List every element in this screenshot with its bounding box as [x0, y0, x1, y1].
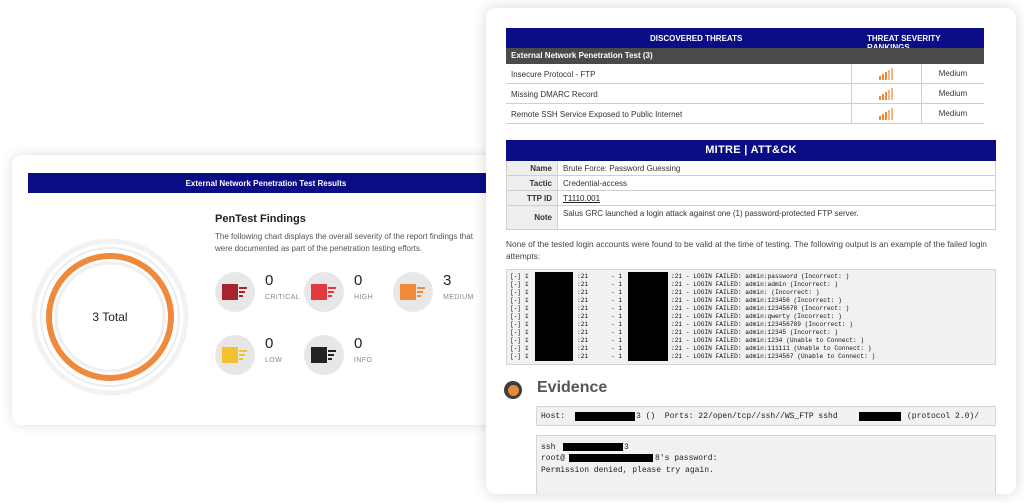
discovered-threats-heading: DISCOVERED THREATS [650, 34, 743, 43]
medium-label: MEDIUM [443, 294, 474, 301]
ssh-command: ssh [541, 443, 556, 452]
log-line-message: :21 - LOGIN FAILED: admin:12345678 (Incorrect: ) [671, 305, 850, 312]
log-line-dash: - 1 [611, 329, 623, 336]
low-label: LOW [265, 357, 283, 364]
total-donut-chart [30, 237, 190, 397]
mitre-key: TTP ID [507, 191, 558, 205]
mitre-key: Name [507, 161, 558, 175]
log-line-message: :21 - LOGIN FAILED: admin:qwerty (Incorrect: ) [671, 313, 842, 320]
log-line-dash: - 1 [611, 321, 623, 328]
permission-denied: Permission denied, please try again. [541, 466, 714, 475]
log-line-port: :21 [577, 345, 589, 352]
severity-bars-icon [851, 104, 921, 124]
log-line-message: :21 - LOGIN FAILED: admin:111111 (Unable to Connect: ) [671, 345, 872, 352]
medium-count: 3 [443, 272, 452, 289]
low-icon [215, 335, 255, 375]
log-line-prefix: [-] 1 [510, 273, 529, 280]
results-card [12, 155, 500, 425]
log-line-port: :21 [577, 313, 589, 320]
redaction-block [859, 412, 901, 421]
critical-icon [215, 272, 255, 312]
threat-name: Missing DMARC Record [511, 90, 598, 99]
high-icon [304, 272, 344, 312]
results-banner: External Network Penetration Test Results [28, 173, 500, 193]
ttp-id-link[interactable]: T1110.001 [563, 194, 601, 203]
critical-label: CRITICAL [265, 294, 301, 301]
threat-severity: Medium [921, 64, 984, 84]
severity-bars-icon [851, 64, 921, 84]
log-line-message: :21 - LOGIN FAILED: admin:password (Incorrect: ) [671, 273, 850, 280]
redaction-block [563, 443, 623, 451]
threat-severity: Medium [921, 104, 984, 124]
log-line-port: :21 [577, 281, 589, 288]
mitre-row [506, 161, 996, 176]
log-line-dash: - 1 [611, 345, 623, 352]
log-line-prefix: [-] 1 [510, 281, 529, 288]
severity-bars-icon [851, 84, 921, 104]
log-line-port: :21 [577, 353, 589, 360]
log-line-prefix: [-] 1 [510, 337, 529, 344]
log-line-port: :21 [577, 273, 589, 280]
mitre-value: Brute Force: Password Guessing [563, 164, 681, 173]
threat-row [506, 104, 984, 124]
log-line-message: :21 - LOGIN FAILED: admin:1234 (Unable to Connect: ) [671, 337, 865, 344]
threat-group-row: External Network Penetration Test (3) [506, 48, 984, 64]
evidence-title: Evidence [537, 379, 608, 396]
log-line-port: :21 [577, 289, 589, 296]
mitre-value: Salus GRC launched a login attack against one (1) password-protected FTP server. [563, 209, 859, 218]
findings-paragraph: None of the tested login accounts were found to be valid at the time of testing. The following output is an example of the failed login attempts: [506, 239, 987, 261]
log-line-port: :21 [577, 321, 589, 328]
host-protocol: (protocol 2.0)/ [907, 412, 980, 421]
log-line-message: :21 - LOGIN FAILED: admin:123456 (Incorrect: ) [671, 297, 842, 304]
log-line-dash: - 1 [611, 353, 623, 360]
severity-info [304, 335, 424, 380]
log-line-port: :21 [577, 305, 589, 312]
mitre-value: Credential-access [563, 179, 628, 188]
info-label: INFO [354, 357, 373, 364]
log-line-dash: - 1 [611, 305, 623, 312]
root-prompt: root@ [541, 454, 566, 463]
redaction-block [569, 454, 653, 462]
log-line-dash: - 1 [611, 297, 623, 304]
high-count: 0 [354, 272, 363, 289]
threat-row [506, 64, 984, 84]
findings-description: The following chart displays the overall severity of the report findings that were documented as part of the penetration testing efforts. [215, 232, 473, 253]
log-line-message: :21 - LOGIN FAILED: admin:1234567 (Unable to Connect: ) [671, 353, 876, 360]
log-line-dash: - 1 [611, 281, 623, 288]
log-line-message: :21 - LOGIN FAILED: admin:12345 (Incorrect: ) [671, 329, 839, 336]
log-line-prefix: [-] 1 [510, 329, 529, 336]
log-line-prefix: [-] 1 [510, 305, 529, 312]
password-prompt: 8's password: [655, 454, 718, 463]
evidence-ssh-box [536, 435, 996, 494]
login-attempts-log [506, 269, 996, 365]
mitre-row [506, 191, 996, 206]
redaction-block [628, 272, 668, 361]
threat-name: Insecure Protocol - FTP [511, 70, 596, 79]
log-line-prefix: [-] 1 [510, 289, 529, 296]
total-label: 3 Total [92, 310, 128, 324]
findings-title: PenTest Findings [215, 213, 306, 225]
mitre-attack-header: MITRE | ATT&CK [506, 140, 996, 161]
threat-name: Remote SSH Service Exposed to Public Internet [511, 110, 683, 119]
host-ports: 3 () Ports: 22/open/tcp//ssh//WS_FTP sshd [636, 412, 838, 421]
low-count: 0 [265, 335, 274, 352]
critical-count: 0 [265, 272, 274, 289]
report-card [486, 8, 1016, 494]
mitre-value [558, 191, 600, 205]
log-line-port: :21 [577, 329, 589, 336]
info-count: 0 [354, 335, 363, 352]
log-line-message: :21 - LOGIN FAILED: admin:123456789 (Incorrect: ) [671, 321, 853, 328]
log-line-message: :21 - LOGIN FAILED: admin:admin (Incorrect: ) [671, 281, 839, 288]
log-line-prefix: [-] 1 [510, 353, 529, 360]
mitre-row [506, 176, 996, 191]
redaction-block [535, 272, 573, 361]
redaction-block [575, 412, 635, 421]
log-line-prefix: [-] 1 [510, 297, 529, 304]
mitre-key: Note [507, 206, 558, 229]
log-line-prefix: [-] 1 [510, 345, 529, 352]
evidence-icon [504, 381, 522, 399]
evidence-host-box [536, 406, 996, 426]
high-label: HIGH [354, 294, 374, 301]
log-line-prefix: [-] 1 [510, 321, 529, 328]
log-line-dash: - 1 [611, 337, 623, 344]
severity-rankings-heading: THREAT SEVERITY [867, 34, 941, 43]
info-icon [304, 335, 344, 375]
medium-icon [393, 272, 433, 312]
mitre-row [506, 206, 996, 230]
log-line-port: :21 [577, 337, 589, 344]
log-line-dash: - 1 [611, 273, 623, 280]
threats-table-header [506, 28, 984, 48]
log-line-message: :21 - LOGIN FAILED: admin: (Incorrect: ) [671, 289, 820, 296]
log-line-prefix: [-] 1 [510, 313, 529, 320]
severity-medium [393, 272, 500, 317]
mitre-key: Tactic [507, 176, 558, 190]
mitre-table [506, 161, 996, 230]
log-line-dash: - 1 [611, 289, 623, 296]
log-line-dash: - 1 [611, 313, 623, 320]
log-line-port: :21 [577, 297, 589, 304]
threat-severity: Medium [921, 84, 984, 104]
ssh-end: 3 [624, 443, 629, 452]
host-prefix: Host: [541, 412, 566, 421]
threat-row [506, 84, 984, 104]
